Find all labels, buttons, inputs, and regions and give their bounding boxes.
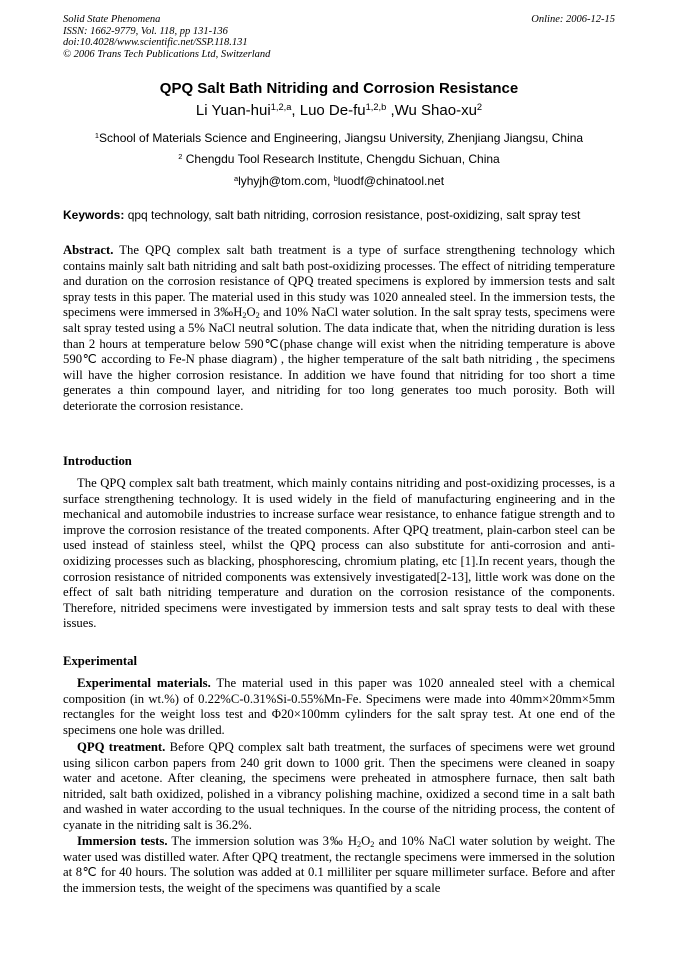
- author-name: Li Yuan-hui: [195, 102, 271, 119]
- keywords-text: qpq technology, salt bath nitriding, corrosion resistance, post-oxidizing, salt spray test: [124, 208, 581, 222]
- immersion-tests-paragraph: Immersion tests. The immersion solution was 3‰ $H_2O_2$ and 10% NaCl water solution by weight. The water used was distilled water. After QPQ treatment, the rectangle specimens were immersed in the solution at 8℃ for 40 hours. The solution was added at 0.1 milliliter per square millimeter surface. Before and after the immersion tests, the weight of the specimens was quantified by a scale: [63, 834, 615, 895]
- qpq-treatment-paragraph: QPQ treatment. Before QPQ complex salt bath treatment, the surfaces of specimens were wet ground using silicon carbon papers from 240 grit down to 1000 grit. Then the specimens were cleaned in soapy water and acetone. After cleaning, the specimens were preheated in atmosphere furnace, then salt bath nitrided, salt bath oxidized, polished in a vibrancy polishing machine, oxidized a second time in a salt bath and washed in water according to the usual techniques. In the course of the nitriding process, the content of cyanate in the nitriding salt is 36.2%.: [63, 740, 615, 832]
- author-list: [63, 102, 615, 119]
- email-link[interactable]: luodf@chinatool.net: [337, 174, 445, 188]
- author-separator: ,: [291, 102, 300, 119]
- copyright-line: © 2006 Trans Tech Publications Ltd, Switzerland: [63, 48, 271, 60]
- online-date: Online: 2006-12-15: [531, 14, 615, 25]
- subsection-label: Immersion tests.: [77, 834, 168, 848]
- subsection-label: Experimental materials.: [77, 676, 211, 690]
- journal-name: Solid State Phenomena: [63, 14, 161, 25]
- issn-line: ISSN: 1662-9779, Vol. 118, pp 131-136: [63, 25, 228, 37]
- journal-header: [63, 14, 615, 60]
- affiliation-1: $^1$School of Materials Science and Engineering, Jiangsu University, Zhenjiang Jiangsu, China: [94, 130, 584, 145]
- subsection-label: QPQ treatment.: [77, 740, 166, 754]
- author-affiliation-mark: 1,2,b: [365, 101, 387, 112]
- doi-line: doi:10.4028/www.scientific.net/SSP.118.131: [63, 37, 248, 48]
- author-affiliation-mark: 2: [476, 101, 483, 112]
- section-heading-introduction: Introduction: [63, 454, 132, 468]
- author-emails: $^a$lyhyjh@tom.com, $^b$luodf@chinatool.net: [233, 173, 445, 188]
- abstract: Abstract. The QPQ complex salt bath treatment is a type of surface strengthening technology which contains mainly salt bath nitriding and salt bath post-oxidizing processes. The effect of nitriding temperature and duration on the corrosion resistance of QPQ treated specimens is explored by immersion tests and salt spray tests in this paper. The material used in this study was 1020 annealed steel. In the immersion tests, the specimens were immersed in $3‰H_2O_2$ and 10% NaCl water solution. In the salt spray tests, specimens were salt spray tested using a 5% NaCl neutral solution. The data indicate that, when the nitriding duration is less than 2 hours at temperature below 590℃(phase change will exist when the nitriding temperature is above 590℃ according to Fe-N phase diagram) , the higher temperature of the salt bath nitriding , the specimens will have the higher corrosion resistance. In addition we have found that nitriding for too short a time generates a thin compound layer, and nitriding for too long generates too much porosity. Both will deteriorate the corrosion resistance.: [63, 243, 615, 413]
- paper-title: QPQ Salt Bath Nitriding and Corrosion Resistance: [159, 80, 519, 97]
- abstract-label: Abstract.: [63, 243, 114, 257]
- introduction-paragraph: The QPQ complex salt bath treatment, which mainly contains nitriding and post-oxidizing processes, is a surface strengthening technology. It is used widely in the field of manufacturing engineering and in the mechanical and automobile industries to increase surface wear resistance, to enhance fatigue strength and to improve the corrosion resistance of the treated components. After QPQ treatment, plain-carbon steel can be used instead of stainless steel, whilst the QPQ process can also substitute for anti-corrosion and anti-oxidizing processes such as blacking, phosphorescing, chromium plating, etc [1].In recent years, though the corrosion resistance of nitrided components was extensively investigated[2-13], little work was done on the effect of salt bath nitriding temperature and duration on the corrosion resistance of the components. Therefore, nitrided specimens were investigated by immersion tests and salt spray tests to deal with these issues.: [63, 476, 615, 631]
- keywords: [63, 208, 615, 222]
- author-separator: ,: [386, 102, 395, 119]
- author-name: Luo De-fu: [299, 102, 366, 119]
- email-link[interactable]: lyhyjh@tom.com,: [238, 174, 334, 188]
- keywords-label: Keywords:: [63, 208, 125, 222]
- author-name: Wu Shao-xu: [394, 102, 477, 119]
- experimental-materials-paragraph: Experimental materials. The material used in this paper was 1020 annealed steel with a chemical composition (in wt.%) of 0.22%C-0.31%Si-0.55%Mn-Fe. Specimens were made into 40mm×20mm×5mm rectangles for the weight loss test and Φ20×100mm cylinders for the salt spray test. At one end of the specimens one hole was drilled.: [63, 676, 615, 737]
- author-affiliation-mark: 1,2,a: [270, 101, 292, 112]
- section-heading-experimental: Experimental: [63, 654, 138, 668]
- affiliation-2: $^2$ Chengdu Tool Research Institute, Chengdu Sichuan, China: [178, 151, 500, 166]
